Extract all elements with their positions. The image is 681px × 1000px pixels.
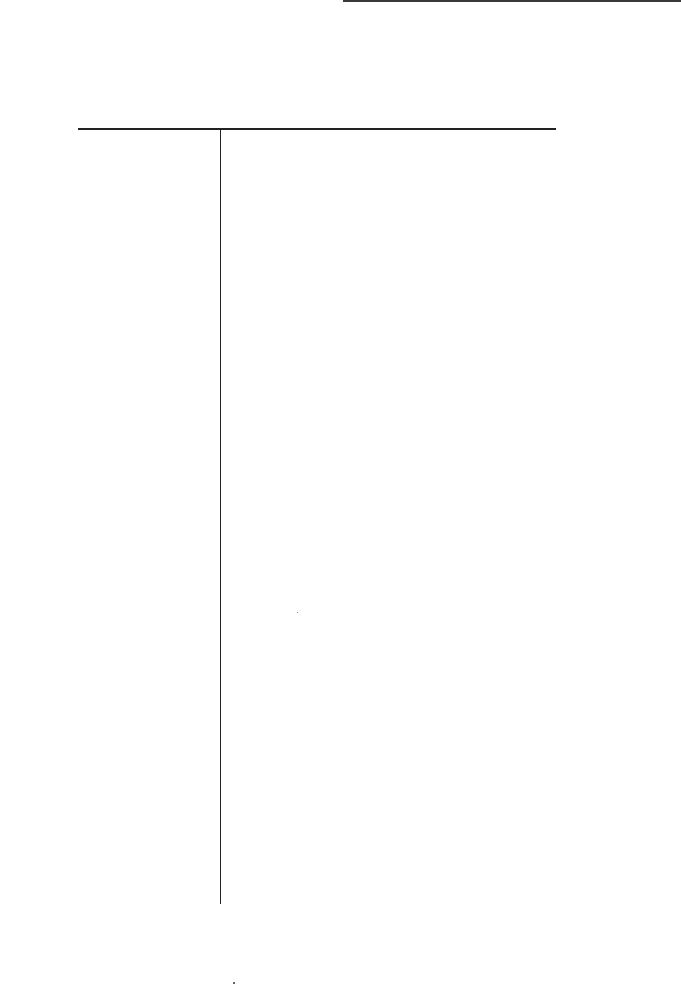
table-top-border [78,128,556,130]
column-separator [220,128,221,904]
top-rule [343,0,681,2]
ink-speck [297,612,298,613]
official-table [78,128,556,904]
ink-speck [233,982,235,984]
